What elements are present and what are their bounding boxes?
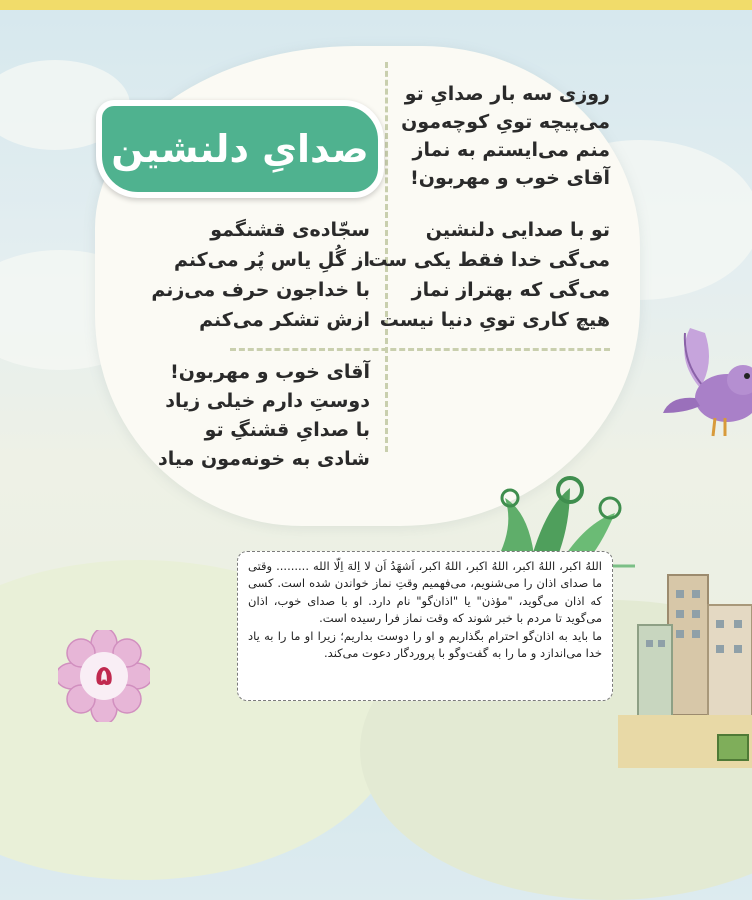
poem-line: می‌پیچه تویِ کوچه‌مون [401,111,610,133]
info-box [237,551,613,701]
page-title: صدایِ دلنشین [111,127,369,171]
poem-line: منم می‌ایستم به نماز [412,139,610,161]
poem-line: دوستِ دارم خیلی زیاد [165,390,370,412]
poem-line: تو با صدایی دلنشین [425,219,610,241]
poem-line: آقای خوب و مهربون! [410,167,610,189]
poem-stanza-1 [400,80,610,192]
info-paragraph: ما باید به اذان‌گو احترام بگذاریم و او را دوست بداریم؛ زیرا او ما را به یاد خدا می‌اندازد و ما را به گفت‌وگو با پروردگار دعوت می‌کند. [248,628,602,661]
poem-line: با صدایِ قشنگِ تو [204,419,370,441]
purple-bird-icon [655,318,752,453]
page-number: ۵ [95,658,113,692]
poem-line: ازش تشکر می‌کنم [199,309,370,331]
poem-stanza-3 [151,215,370,335]
poem-line: از گُلِ یاس پُر می‌کنم [173,249,370,271]
poem-stanza-4 [157,358,370,474]
divider-vertical-top [385,62,391,210]
poem-line: آقای خوب و مهربون! [170,361,370,383]
city-buildings-icon [618,565,752,768]
poem-line: شادی به خونه‌مون میاد [157,448,370,470]
poem-line: می‌گی که بهتراز نماز [411,279,610,301]
poem-line: هیچ کاری تویِ دنیا نیست [379,309,610,331]
poem-line: می‌گی خدا فقط یکی ست [368,249,610,271]
top-strip [0,0,752,10]
poem-line: سجّاده‌ی قشنگمو [210,219,370,241]
poem-line: روزی سه بار صدایِ تو [404,83,610,105]
poem-stanza-2 [368,215,610,335]
info-paragraph: اللهُ اکبر، اللهُ اکبر، اللهُ اکبر، اللهُ اکبر، اَشهَدُ اَن لا اِلهَ اِلّا الله ......... وقتی ما صدای اذان را می‌شنویم، می‌فهمیم وقتِ نماز خواندن شده است. کسی که اذان می‌گوید، "مؤذن" یا "اذان‌گو" نام دارد. او با صدای خوب، اذان می‌گوید تا مردم با خبر شوند که وقت نماز فرا رسیده است. [248,559,602,626]
title-banner [96,100,384,198]
poem-line: با خداجون حرف می‌زنم [151,279,370,301]
divider-horizontal [230,348,610,354]
